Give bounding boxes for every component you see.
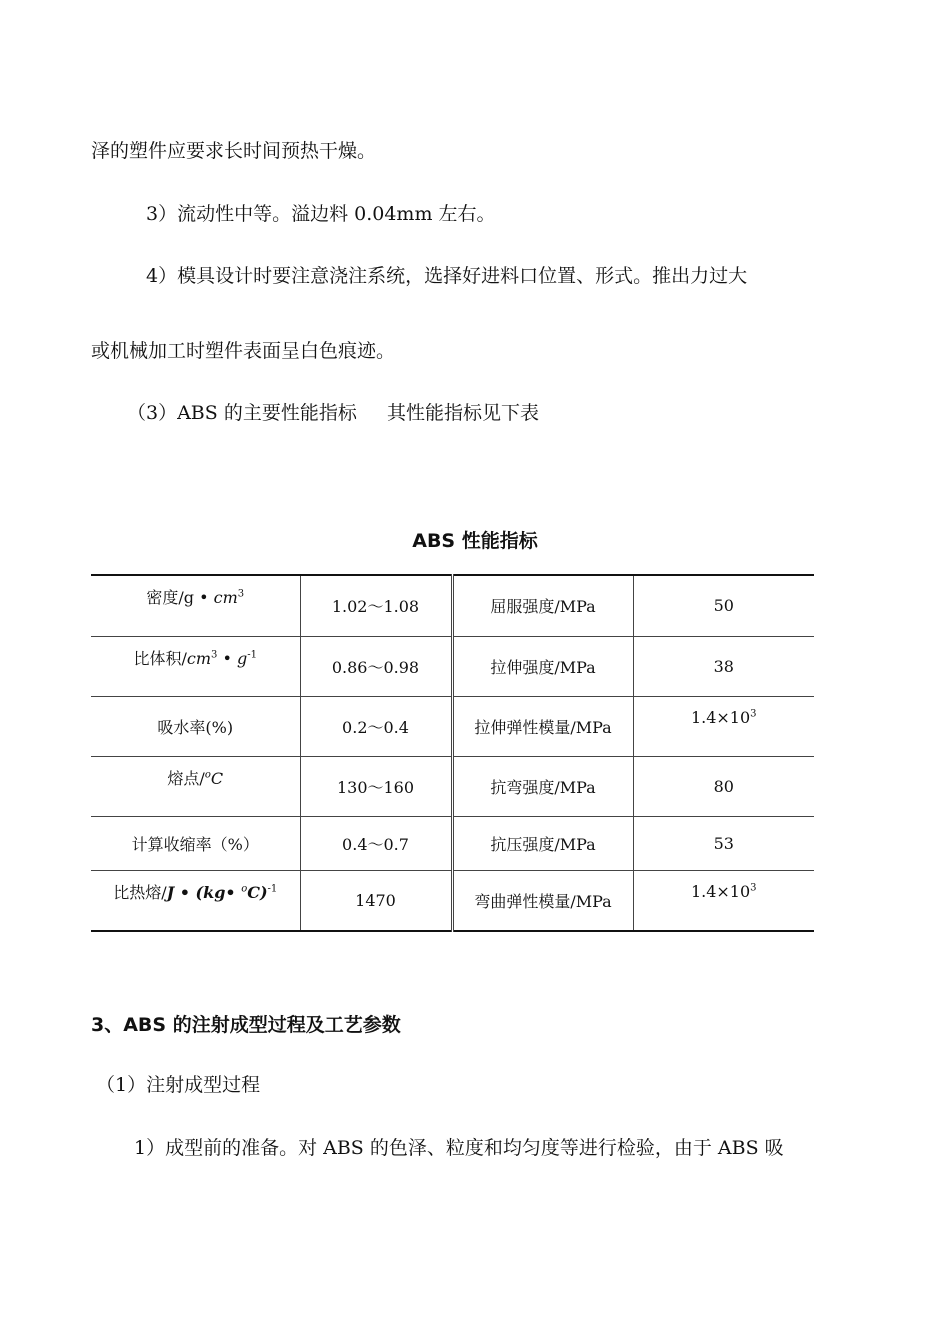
table-cell: 计算收缩率（%） [91, 816, 300, 870]
paragraph-text: 3）流动性中等。溢边料 0.04mm 左右。 [146, 203, 496, 225]
table-cell: 吸水率(%) [91, 696, 300, 756]
subsection-heading: （1）注射成型过程 [96, 1074, 261, 1096]
paragraph-text: 4）模具设计时要注意浇注系统，选择好进料口位置、形式。推出力过大 [146, 265, 748, 287]
table-cell: $1.4\times 10^3$ [633, 870, 814, 931]
table-cell: 1.02～1.08 [300, 575, 452, 636]
table-row [91, 575, 814, 636]
paragraph-text: 泽的塑件应要求长时间预热干燥。 [91, 140, 377, 162]
table-cell: 比体积$/cm^3$ • $g^{-1}$ [91, 636, 300, 696]
table-cell: 38 [633, 636, 814, 696]
section-heading: 3、ABS 的注射成型过程及工艺参数 [91, 1014, 401, 1036]
properties-table [91, 574, 814, 932]
table-cell: 1470 [300, 870, 452, 931]
table-cell: 密度/g • $cm^3$ [91, 575, 300, 636]
table-cell: 屈服强度/MPa [452, 575, 633, 636]
table-cell: $1.4\times 10^3$ [633, 696, 814, 756]
table-row [91, 816, 814, 870]
table-cell: 抗压强度/MPa [452, 816, 633, 870]
table-cell: 0.2～0.4 [300, 696, 452, 756]
table-row [91, 756, 814, 816]
paragraph-text: 或机械加工时塑件表面呈白色痕迹。 [91, 340, 396, 362]
table-cell: 弯曲弹性模量/MPa [452, 870, 633, 931]
table-cell: 0.4～0.7 [300, 816, 452, 870]
table-row [91, 870, 814, 931]
table-cell: 0.86～0.98 [300, 636, 452, 696]
table-cell: 熔点/$^o$C [91, 756, 300, 816]
table-cell: 抗弯强度/MPa [452, 756, 633, 816]
table-cell: 53 [633, 816, 814, 870]
table-cell: 50 [633, 575, 814, 636]
paragraph-text: 1）成型前的准备。对 ABS 的色泽、粒度和均匀度等进行检验，由于 ABS 吸 [134, 1137, 784, 1159]
table-cell: 拉伸弹性模量/MPa [452, 696, 633, 756]
table-row [91, 636, 814, 696]
paragraph-text: （3）ABS 的主要性能指标 其性能指标见下表 [127, 402, 540, 424]
table-caption: ABS 性能指标 [412, 530, 538, 552]
table-cell: 80 [633, 756, 814, 816]
table-row [91, 696, 814, 756]
table-cell: 130～160 [300, 756, 452, 816]
table-cell: 比热熔/J • (kg• $^o$C)$^{-1}$ [91, 870, 300, 931]
table-cell: 拉伸强度/MPa [452, 636, 633, 696]
